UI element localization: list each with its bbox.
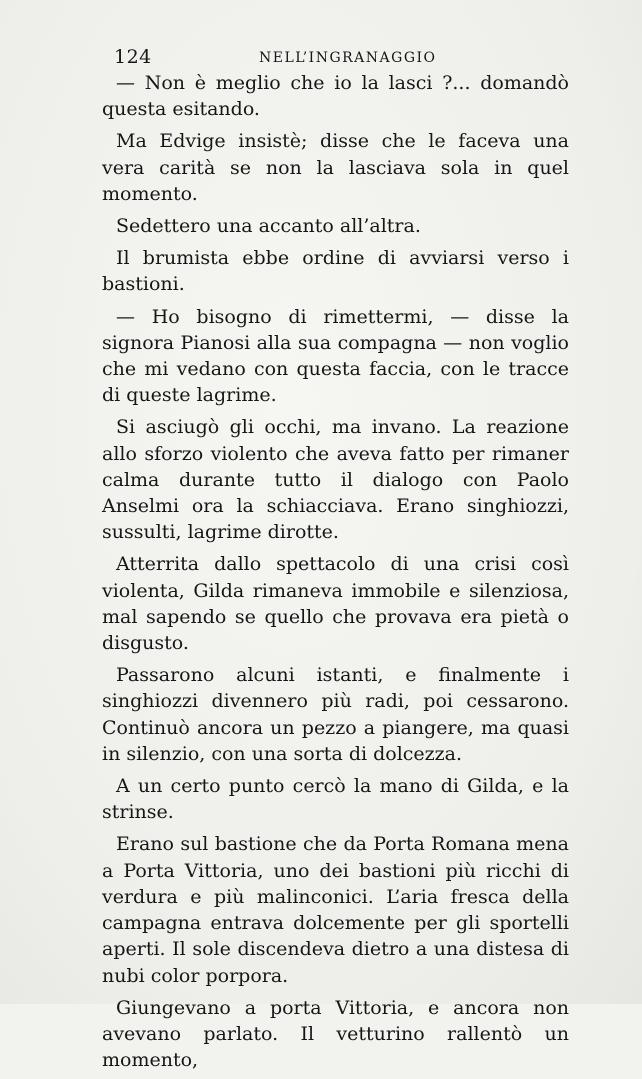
- page-number: 124: [114, 46, 152, 68]
- paragraph: Ma Edvige insistè; disse che le faceva una vera carità se non la lasciava sola in quel momento.: [102, 130, 569, 205]
- paragraph: Passarono alcuni istanti, e finalmente i singhiozzi divennero più radi, poi cessarono. Continuò ancora un pezzo a piangere, ma quasi in silenzio, con una sorta di dolcezza.: [102, 664, 569, 765]
- body-text: [102, 70, 569, 1079]
- paragraph: Sedettero una accanto all’altra.: [116, 215, 421, 238]
- paragraph: Il brumista ebbe ordine di avviarsi verso i bastioni.: [102, 247, 569, 296]
- paragraph: — Non è meglio che io la lasci ?... domandò questa esitando.: [102, 72, 569, 121]
- running-title: NELL’INGRANAGGIO: [259, 50, 437, 66]
- paragraph: Atterrita dallo spettacolo di una crisi così violenta, Gilda rimaneva immobile e silenziosa, mal sapendo se quello che provava era pietà o disgusto.: [102, 553, 569, 655]
- paragraph: A un certo punto cercò la mano di Gilda, e la strinse.: [102, 775, 569, 824]
- paragraph: Giungevano a porta Vittoria, e ancora non avevano parlato. Il vetturino rallentò un momento,: [102, 996, 569, 1072]
- paragraph: Si asciugò gli occhi, ma invano. La reazione allo sforzo violento che aveva fatto per rimaner calma durante tutto il dialogo con Paolo Anselmi ora la schiacciava. Erano singhiozzi, sussulti, lagrime dirotte.: [102, 416, 569, 544]
- paragraph: Erano sul bastione che da Porta Romana mena a Porta Vittoria, uno dei bastioni più ricchi di verdura e più malinconici. L’aria fresca della campagna entrava dolcemente per gli sportelli aperti. Il sole discendeva dietro a una distesa di nubi color porpora.: [102, 833, 569, 987]
- running-head: [114, 46, 574, 70]
- paragraph: — Ho bisogno di rimettermi, — disse la signora Pianosi alla sua compagna — non voglio che mi vedano con questa faccia, con le tracce di queste lagrime.: [102, 305, 569, 407]
